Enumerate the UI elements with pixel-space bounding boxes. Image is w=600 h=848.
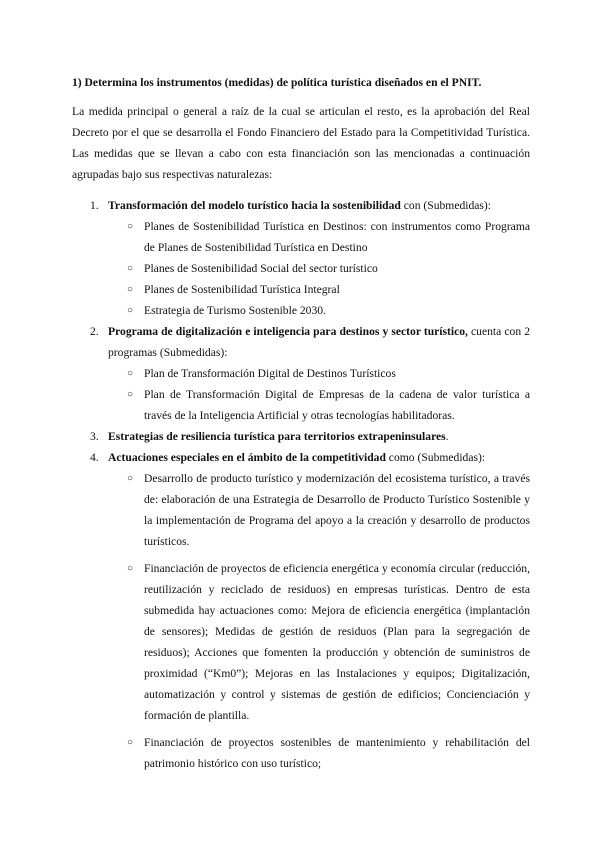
submeasure-item [108,558,530,726]
circle-bullet-icon: ○ [127,305,134,316]
measure-number: 2. [90,325,99,338]
submeasure-text: Planes de Sostenibilidad Turística Integral [144,283,340,296]
measure-item [72,447,530,774]
circle-bullet-icon: ○ [127,473,134,484]
measure-number: 4. [90,451,99,464]
circle-bullet-icon: ○ [127,389,134,400]
submeasure-item [108,732,530,774]
section-heading: 1) Determina los instrumentos (medidas) de política turística diseñados en el PNIT. [72,76,482,89]
measure-number: 3. [90,430,99,443]
measure-item [72,321,530,426]
measure-title: Programa de digitalización e inteligencia para destinos y sector turístico, [108,325,468,338]
submeasure-item [108,279,530,300]
circle-bullet-icon: ○ [127,737,134,748]
submeasure-item [108,384,530,426]
submeasure-item [108,258,530,279]
submeasure-item [108,468,530,552]
measure-title: Transformación del modelo turístico hacia la sostenibilidad [108,199,401,212]
submeasure-item [108,300,530,321]
measure-item [72,426,530,447]
measure-suffix: como (Submedidas): [385,451,486,464]
measure-suffix: con (Submedidas): [400,199,492,212]
submeasure-text: Planes de Sostenibilidad Social del sector turístico [144,262,378,275]
submeasure-text: Planes de Sostenibilidad Turística en Destinos: con instrumentos como Programa de Planes de Sostenibilidad Turística en Destino [144,220,530,254]
submeasure-text: Plan de Transformación Digital de Empresas de la cadena de valor turística a través de la Inteligencia Artificial y otras tecnologías habilitadoras. [144,388,530,422]
circle-bullet-icon: ○ [127,284,134,295]
submeasure-text: Financiación de proyectos de eficiencia energética y economía circular (reducción, reutilización y reciclado de residuos) en empresas turísticas. Dentro de esta submedida hay actuaciones como: Mejora de eficiencia energética (implantación de sensores); Medidas de gestión de residuos (Plan para la segregación de residuos); Acciones que fomenten la producción y obtención de suministros de proximidad (“Km0”); Mejoras en las Instalaciones y equipos; Digitalización, automatización y control y sistemas de gestión de edificios; Concienciación y formación de plantilla. [144,562,530,722]
intro-paragraph: La medida principal o general a raíz de la cual se articulan el resto, es la aprobación del Real Decreto por el que se desarrolla el Fondo Financiero del Estado para la Competitividad Turística. Las medidas que se llevan a cabo con esta financiación son las mencionadas a continuación agrupadas bajo sus respectivas naturalezas: [72,105,530,181]
circle-bullet-icon: ○ [127,221,134,232]
submeasure-text: Plan de Transformación Digital de Destinos Turísticos [144,367,396,380]
measure-number: 1. [90,199,99,212]
submeasures-list [108,468,530,774]
submeasures-list [108,363,530,426]
measure-title: Actuaciones especiales en el ámbito de la competitividad [108,451,386,464]
submeasure-item [108,363,530,384]
measure-item [72,195,530,321]
submeasure-text: Financiación de proyectos sostenibles de mantenimiento y rehabilitación del patrimonio histórico con uso turístico; [144,736,530,770]
measure-suffix: . [445,430,449,443]
submeasure-text: Estrategia de Turismo Sostenible 2030. [144,304,326,317]
measure-title: Estrategias de resiliencia turística para territorios extrapeninsulares [108,430,446,443]
submeasures-list [108,216,530,321]
measure-suffix: cuenta con 2 programas (Submedidas): [108,325,530,359]
submeasure-text: Desarrollo de producto turístico y modernización del ecosistema turístico, a través de: elaboración de una Estrategia de Desarrollo de Producto Turístico Sostenible y la implementación de Programa del apoyo a la creación y desarrollo de productos turísticos. [144,472,530,548]
circle-bullet-icon: ○ [127,263,134,274]
submeasure-item [108,216,530,258]
measures-list [72,195,530,774]
circle-bullet-icon: ○ [127,563,134,574]
circle-bullet-icon: ○ [127,368,134,379]
